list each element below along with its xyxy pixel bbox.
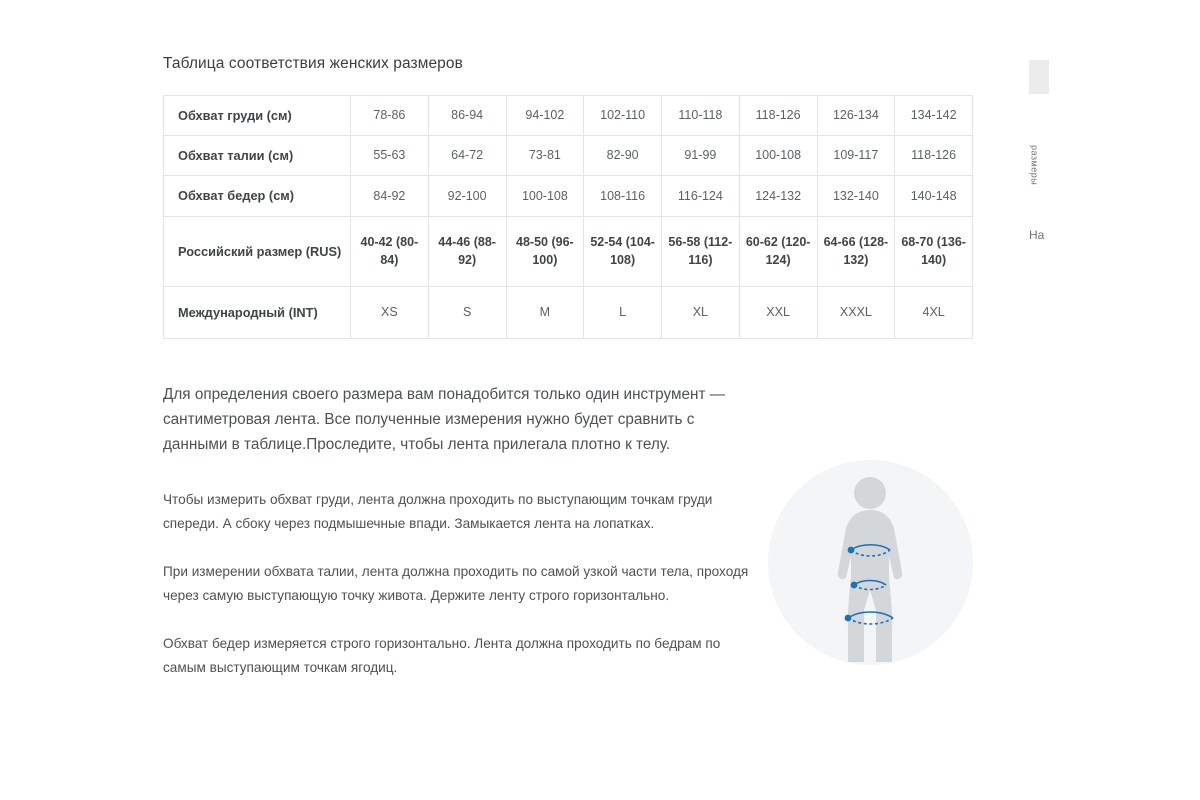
row-label: Международный (INT) [164,287,351,339]
table-cell: S [428,287,506,339]
table-row [164,176,973,216]
table-cell: 116-124 [662,176,740,216]
table-cell: 52-54 (104-108) [584,216,662,287]
table-cell: XL [662,287,740,339]
row-label: Обхват талии (см) [164,136,351,176]
table-cell: 40-42 (80-84) [351,216,429,287]
table-cell: 134-142 [895,96,973,136]
row-label: Российский размер (RUS) [164,216,351,287]
bust-instruction-paragraph: Чтобы измерить обхват груди, лента должна проходить по выступающим точкам груди спереди. А сбоку через подмышечные впади. Замыкается лента на лопатках. [163,491,713,531]
table-row [164,216,973,287]
table-cell: 73-81 [506,136,584,176]
instructions-block [163,383,763,680]
table-cell: 110-118 [662,96,740,136]
size-chart-table [163,95,973,339]
table-cell: 92-100 [428,176,506,216]
row-label: Обхват груди (см) [164,96,351,136]
table-cell: 91-99 [662,136,740,176]
table-cell: XXL [739,287,817,339]
table-cell: L [584,287,662,339]
table-cell: 100-108 [739,136,817,176]
table-cell: 44-46 (88-92) [428,216,506,287]
table-row [164,136,973,176]
measurement-figure [768,460,973,665]
row-label: Обхват бедер (см) [164,176,351,216]
table-row [164,96,973,136]
table-cell: 82-90 [584,136,662,176]
table-cell: 56-58 (112-116) [662,216,740,287]
table-cell: 64-66 (128-132) [817,216,895,287]
table-cell: 48-50 (96-100) [506,216,584,287]
table-cell: 118-126 [895,136,973,176]
intro-paragraph: Для определения своего размера вам понадобится только один инструмент — сантиметровая лента. Все полученные измерения нужно будет сравнить с данными в таблице.Проследите, чтобы лента прилегала плотно к телу. [163,386,726,453]
table-cell: 100-108 [506,176,584,216]
woman-silhouette-icon [768,460,973,665]
table-cell: 4XL [895,287,973,339]
table-cell: 84-92 [351,176,429,216]
table-cell: 64-72 [428,136,506,176]
table-cell: 108-116 [584,176,662,216]
hips-instruction-paragraph: Обхват бедер измеряется строго горизонтально. Лента должна проходить по бедрам по самым выступающим точкам ягодиц. [163,636,721,676]
table-cell: 124-132 [739,176,817,216]
table-cell: 68-70 (136-140) [895,216,973,287]
table-cell: 109-117 [817,136,895,176]
table-cell: 126-134 [817,96,895,136]
right-strip-bar [1029,60,1049,94]
table-cell: 118-126 [739,96,817,136]
table-cell: 55-63 [351,136,429,176]
right-side-label: На [1029,228,1045,242]
table-cell: 140-148 [895,176,973,216]
table-cell: 60-62 (120-124) [739,216,817,287]
table-cell: XXXL [817,287,895,339]
table-cell: M [506,287,584,339]
table-cell: XS [351,287,429,339]
table-cell: 94-102 [506,96,584,136]
table-cell: 132-140 [817,176,895,216]
table-cell: 102-110 [584,96,662,136]
table-row [164,287,973,339]
table-cell: 86-94 [428,96,506,136]
right-side-strip [1029,60,1049,250]
waist-instruction-paragraph: При измерении обхвата талии, лента должна проходить по самой узкой части тела, проходя через самую выступающую точку живота. Держите ленту строго горизонтально. [163,563,749,604]
table-cell: 78-86 [351,96,429,136]
right-strip-vertical-text: размеры [1029,145,1040,186]
page-title: Таблица соответствия женских размеров [163,55,463,72]
size-chart-body [164,96,973,339]
